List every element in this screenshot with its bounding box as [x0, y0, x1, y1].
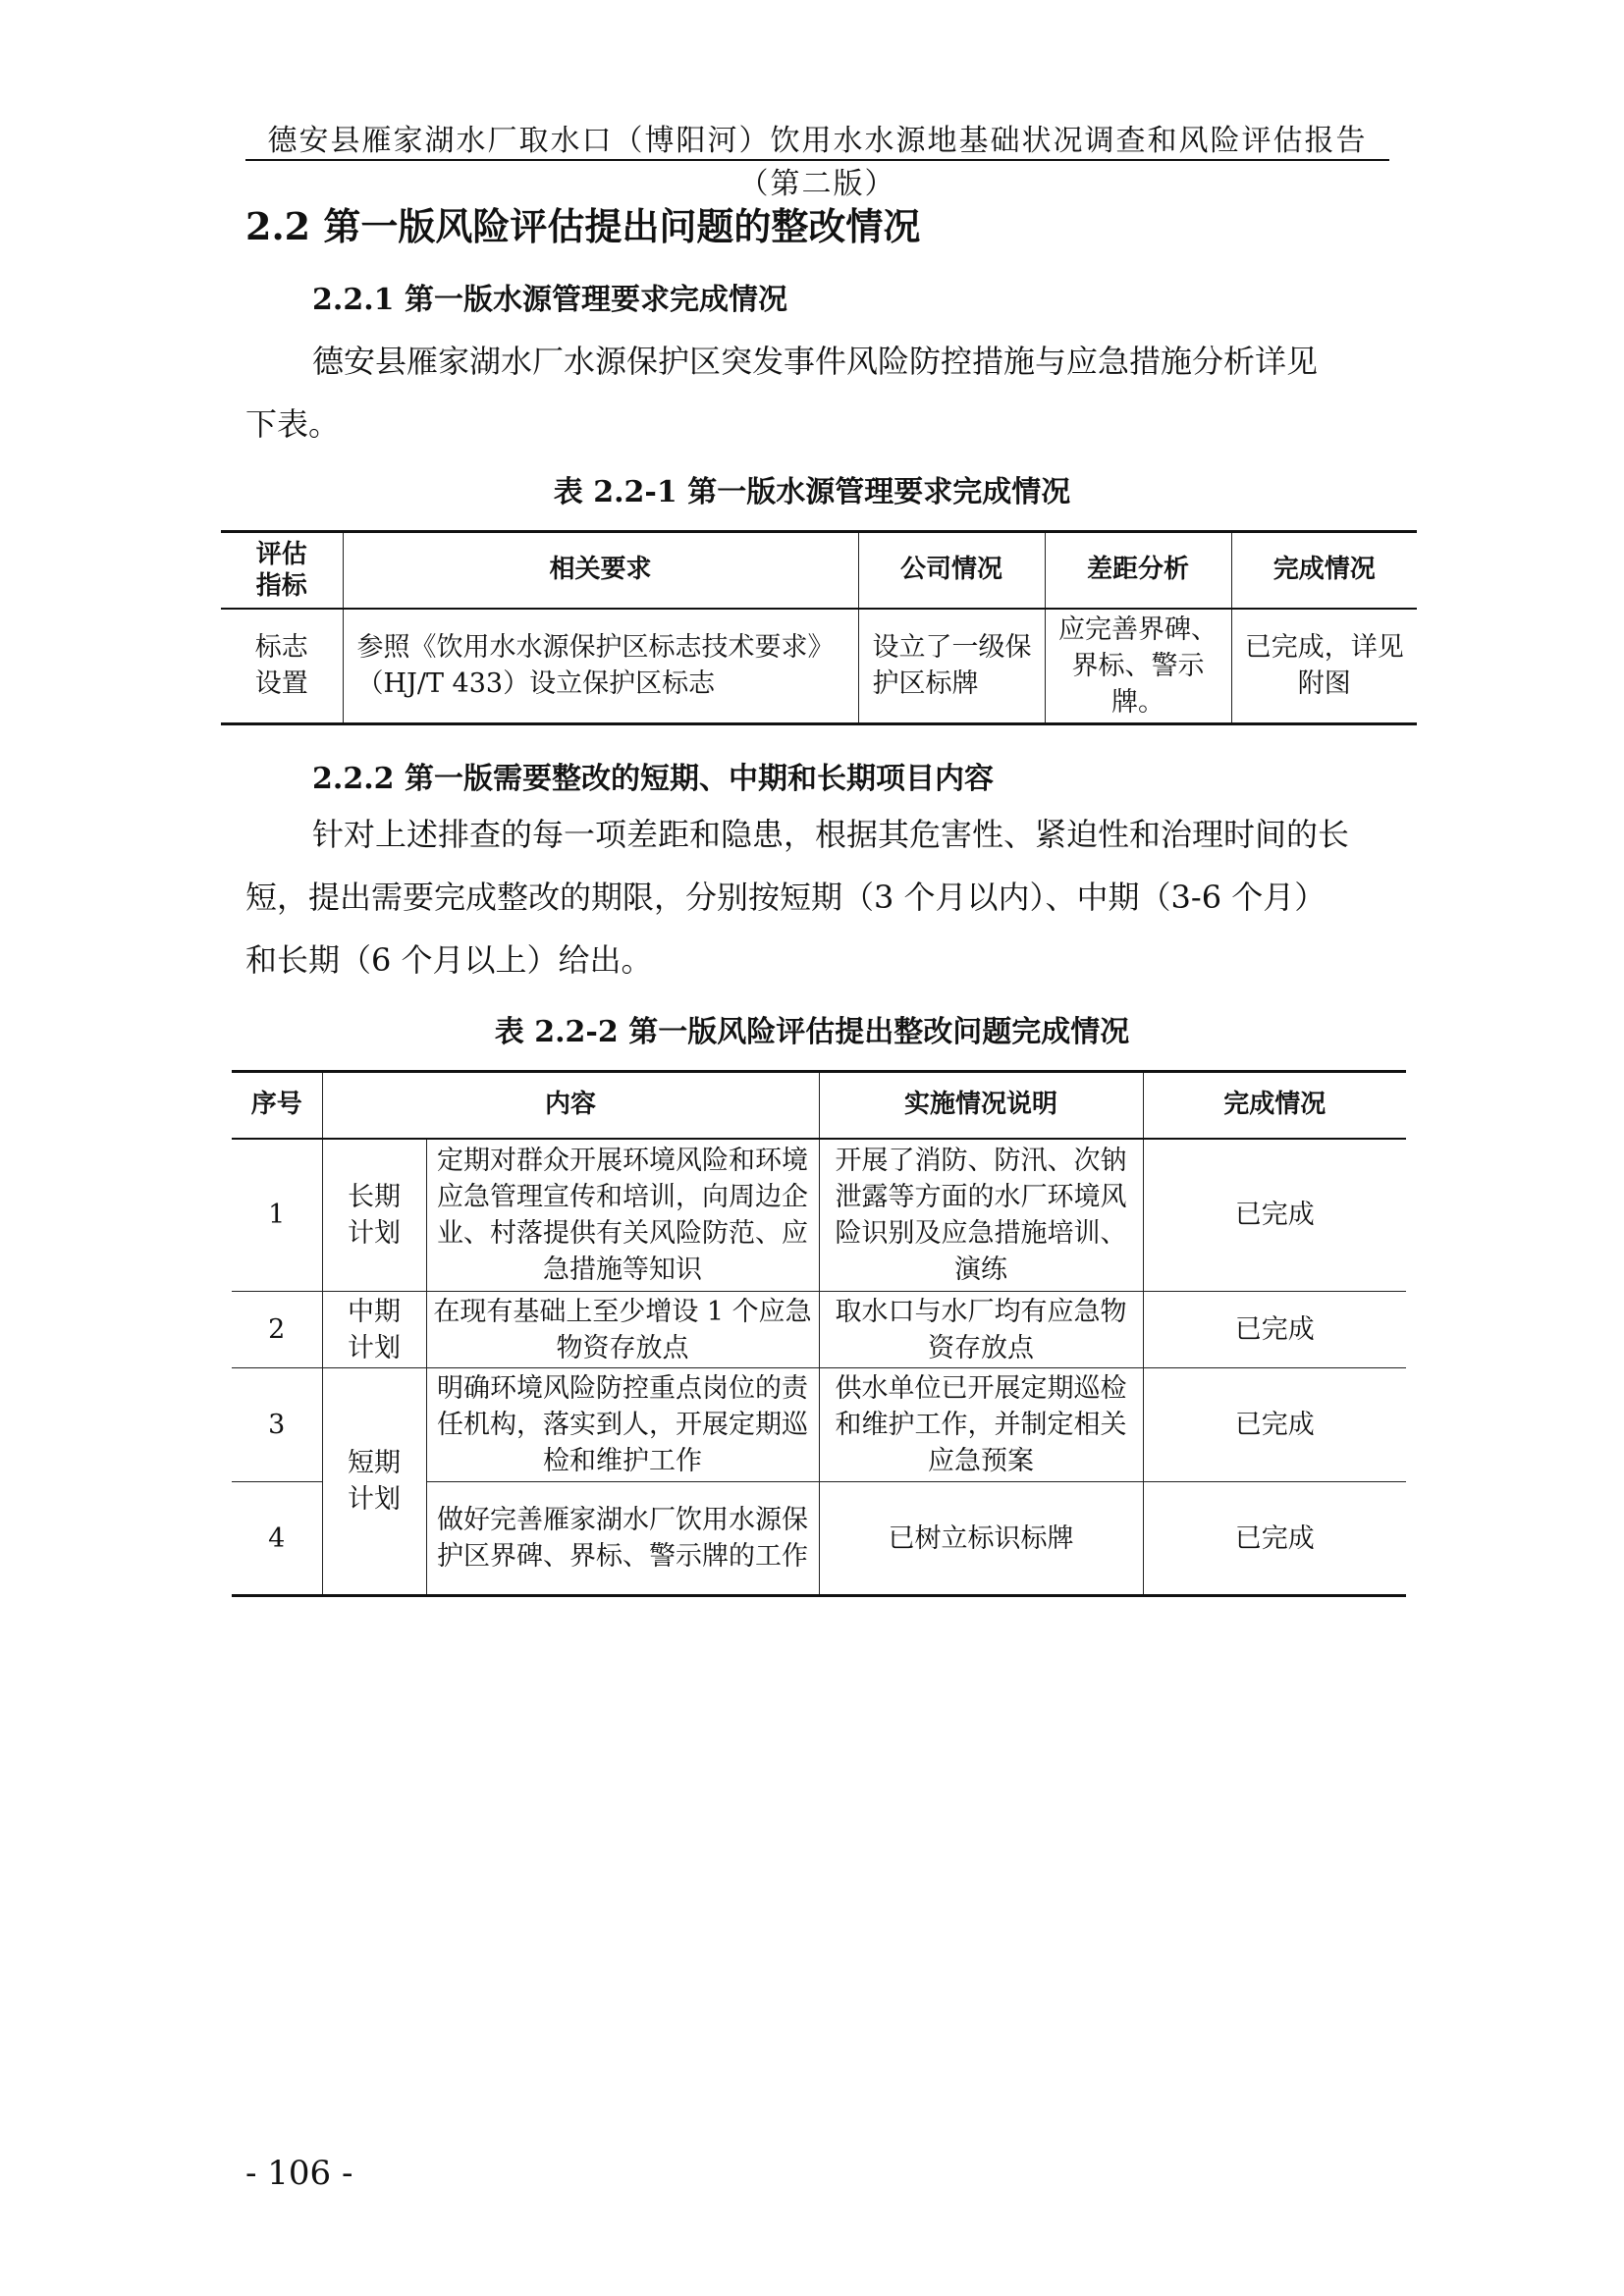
cell-gap: 应完善界碑、界标、警示牌。: [1045, 609, 1231, 724]
col-header-indicator: 评估 指标: [221, 532, 343, 609]
cell-status: 已完成: [1143, 1368, 1406, 1482]
table-2-caption: 表 2.2-2 第一版风险评估提出整改问题完成情况: [494, 1015, 1130, 1049]
col-header-gap: 差距分析: [1045, 532, 1231, 609]
subsection-title-1: 2.2.1 第一版水源管理要求完成情况: [312, 283, 787, 317]
subsection-title-2: 2.2.2 第一版需要整改的短期、中期和长期项目内容: [312, 762, 994, 796]
col-header-status: 完成情况: [1231, 532, 1417, 609]
cell-implementation: 供水单位已开展定期巡检和维护工作，并制定相关应急预案: [819, 1368, 1143, 1482]
cell-content: 定期对群众开展环境风险和环境应急管理宣传和培训，向周边企业、村落提供有关风险防范、应急措施等知识: [426, 1139, 819, 1292]
page-number: - 106 -: [245, 2154, 353, 2193]
table-row: [232, 1139, 1406, 1292]
cell-implementation: 开展了消防、防汛、次钠泄露等方面的水厂环境风险识别及应急措施培训、演练: [819, 1139, 1143, 1292]
col-header-implementation: 实施情况说明: [819, 1072, 1143, 1139]
cell-indicator: 标志 设置: [221, 609, 343, 724]
paragraph-2-line-2: 短，提出需要完成整改的期限，分别按短期（3 个月以内）、中期（3-6 个月）: [245, 879, 1326, 916]
cell-status: 已完成: [1143, 1482, 1406, 1596]
cell-content: 明确环境风险防控重点岗位的责任机构，落实到人，开展定期巡检和维护工作: [426, 1368, 819, 1482]
cell-no: 2: [232, 1292, 322, 1368]
col-header-status: 完成情况: [1143, 1072, 1406, 1139]
cell-term: 短期 计划: [322, 1368, 426, 1596]
col-header-requirement: 相关要求: [343, 532, 858, 609]
col-header-company: 公司情况: [858, 532, 1045, 609]
table-2: [232, 1070, 1406, 1597]
cell-implementation: 取水口与水厂均有应急物资存放点: [819, 1292, 1143, 1368]
table-row: [232, 1292, 1406, 1368]
table-2-header-row: [232, 1072, 1406, 1139]
section-title: 2.2 第一版风险评估提出问题的整改情况: [245, 204, 921, 248]
paragraph-1: [245, 330, 1389, 455]
cell-status: 已完成: [1143, 1292, 1406, 1368]
cell-no: 3: [232, 1368, 322, 1482]
table-row: [232, 1368, 1406, 1482]
cell-term: 长期 计划: [322, 1139, 426, 1292]
table-row: [221, 609, 1417, 724]
cell-company: 设立了一级保护区标牌: [858, 609, 1045, 724]
cell-status: 已完成，详见附图: [1231, 609, 1417, 724]
cell-term: 中期 计划: [322, 1292, 426, 1368]
cell-implementation: 已树立标识标牌: [819, 1482, 1143, 1596]
paragraph-1-line-2: 下表。: [245, 405, 341, 443]
table-1: [221, 530, 1417, 725]
paragraph-2-line-3: 和长期（6 个月以上）给出。: [245, 941, 653, 979]
paragraph-2: [245, 803, 1389, 991]
table-1-caption: 表 2.2-1 第一版水源管理要求完成情况: [553, 475, 1071, 509]
paragraph-2-line-1: 针对上述排查的每一项差距和隐患，根据其危害性、紧迫性和治理时间的长: [312, 816, 1350, 853]
col-header-content: 内容: [322, 1072, 819, 1139]
cell-content: 在现有基础上至少增设 1 个应急物资存放点: [426, 1292, 819, 1368]
cell-content: 做好完善雁家湖水厂饮用水源保护区界碑、界标、警示牌的工作: [426, 1482, 819, 1596]
cell-no: 4: [232, 1482, 322, 1596]
table-1-header-row: [221, 532, 1417, 609]
cell-no: 1: [232, 1139, 322, 1292]
cell-requirement: 参照《饮用水水源保护区标志技术要求》（HJ/T 433）设立保护区标志: [343, 609, 858, 724]
paragraph-1-line-1: 德安县雁家湖水厂水源保护区突发事件风险防控措施与应急措施分析详见: [312, 343, 1319, 380]
col-header-no: 序号: [232, 1072, 322, 1139]
running-header: 德安县雁家湖水厂取水口（博阳河）饮用水水源地基础状况调查和风险评估报告（第二版）: [267, 124, 1368, 201]
header-rule: [245, 159, 1389, 161]
cell-status: 已完成: [1143, 1139, 1406, 1292]
